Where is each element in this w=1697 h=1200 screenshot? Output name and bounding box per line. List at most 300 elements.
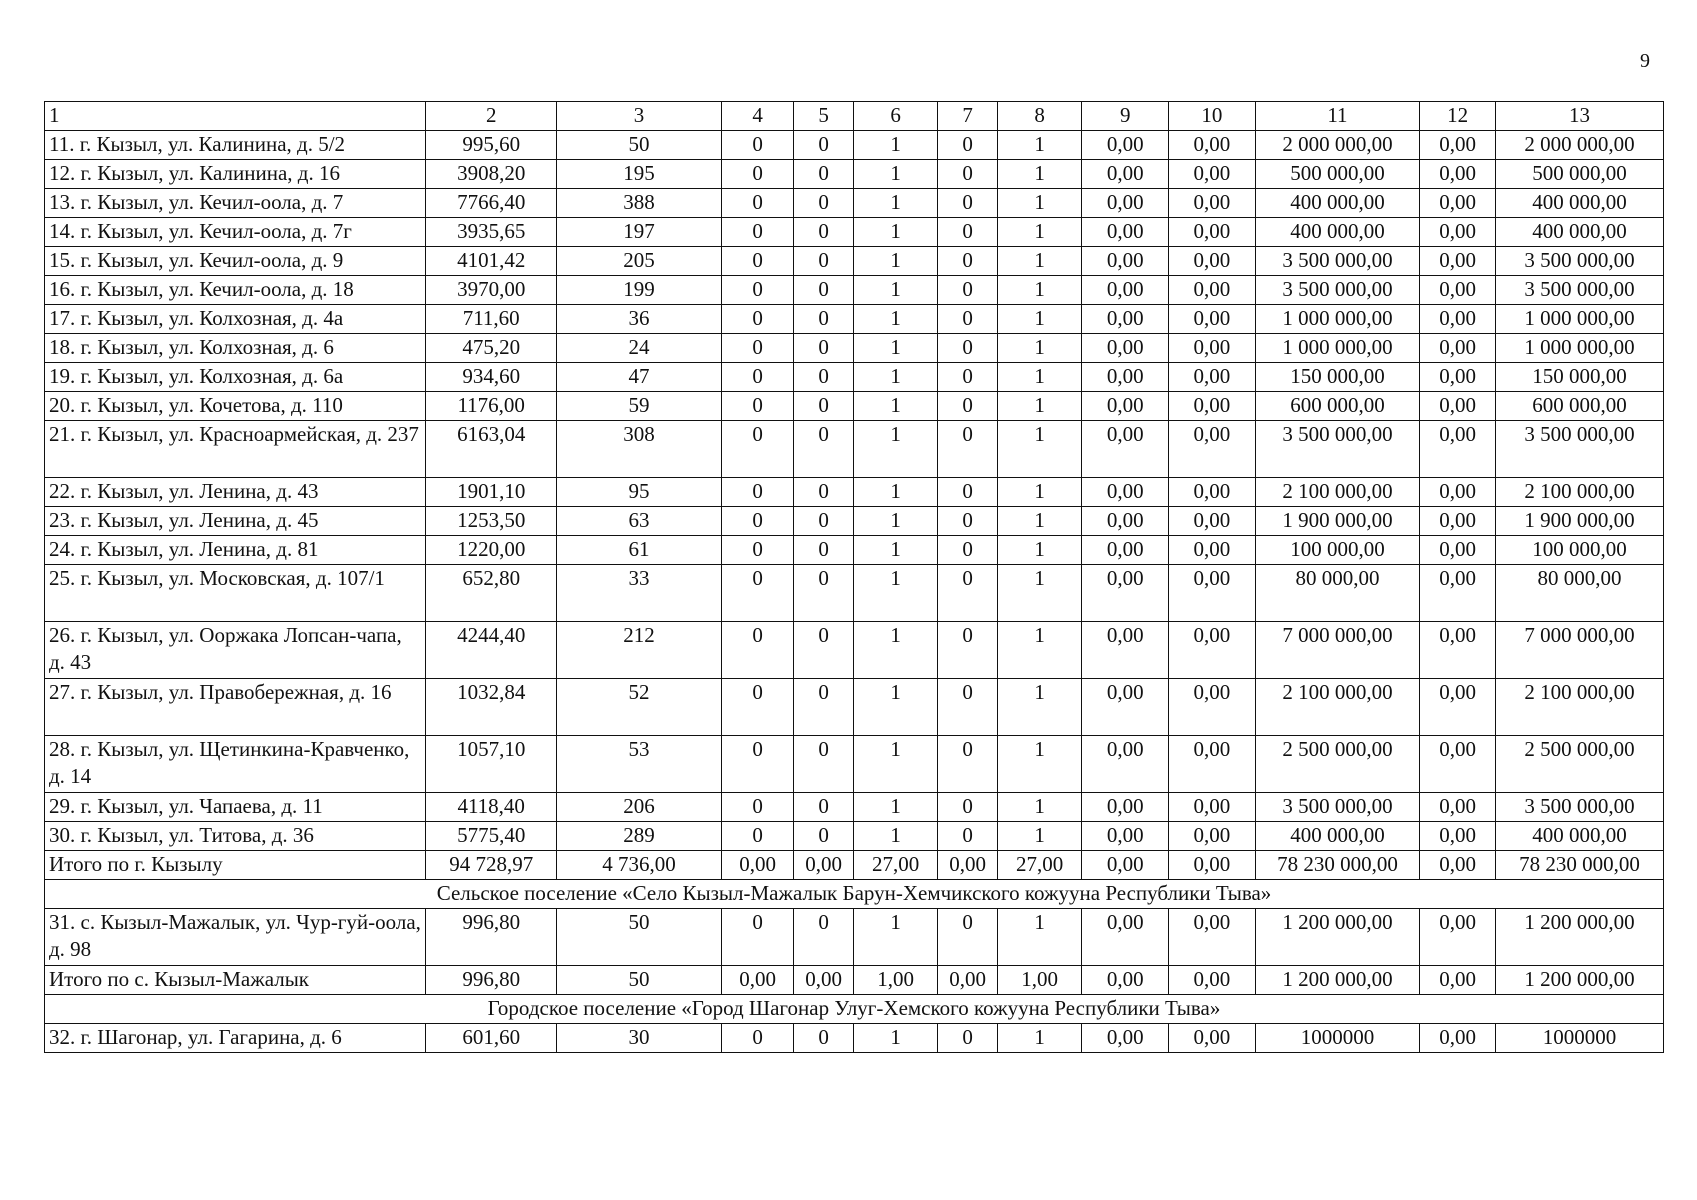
value-cell: 13 <box>1496 102 1664 131</box>
value-cell: 12 <box>1420 102 1496 131</box>
section-title: Сельское поселение «Село Кызыл-Мажалык Барун-Хемчикского кожууна Республики Тыва» <box>45 880 1664 909</box>
value-cell: 0 <box>938 305 998 334</box>
value-cell: 33 <box>557 565 722 622</box>
value-cell: 996,80 <box>426 966 557 995</box>
address-cell: 20. г. Кызыл, ул. Кочетова, д. 110 <box>45 392 426 421</box>
value-cell: 205 <box>557 247 722 276</box>
value-cell: 0,00 <box>1169 334 1256 363</box>
value-cell: 0 <box>938 131 998 160</box>
table-row <box>45 966 1664 995</box>
address-cell: 22. г. Кызыл, ул. Ленина, д. 43 <box>45 478 426 507</box>
value-cell: 0,00 <box>1169 622 1256 679</box>
value-cell: 1 <box>853 822 937 851</box>
value-cell: 1 200 000,00 <box>1255 966 1420 995</box>
value-cell: 3 500 000,00 <box>1496 421 1664 478</box>
value-cell: 0 <box>794 363 854 392</box>
table-row <box>45 478 1664 507</box>
value-cell: 0,00 <box>1420 822 1496 851</box>
value-cell: 8 <box>997 102 1081 131</box>
section-row <box>45 995 1664 1024</box>
value-cell: 0 <box>938 421 998 478</box>
value-cell: 1 <box>853 247 937 276</box>
value-cell: 0,00 <box>1420 851 1496 880</box>
value-cell: 400 000,00 <box>1496 218 1664 247</box>
value-cell: 995,60 <box>426 131 557 160</box>
value-cell: 0,00 <box>1082 565 1169 622</box>
value-cell: 0,00 <box>1420 679 1496 736</box>
value-cell: 0 <box>938 622 998 679</box>
section-row <box>45 880 1664 909</box>
table-row <box>45 392 1664 421</box>
value-cell: 1 000 000,00 <box>1496 305 1664 334</box>
value-cell: 0 <box>794 478 854 507</box>
value-cell: 36 <box>557 305 722 334</box>
value-cell: 0 <box>938 1024 998 1053</box>
value-cell: 1 <box>997 334 1081 363</box>
value-cell: 0 <box>794 218 854 247</box>
value-cell: 400 000,00 <box>1255 189 1420 218</box>
value-cell: 1176,00 <box>426 392 557 421</box>
value-cell: 53 <box>557 736 722 793</box>
table-row <box>45 536 1664 565</box>
value-cell: 3 500 000,00 <box>1496 793 1664 822</box>
value-cell: 0 <box>794 421 854 478</box>
value-cell: 0 <box>794 793 854 822</box>
value-cell: 4244,40 <box>426 622 557 679</box>
value-cell: 0,00 <box>1082 218 1169 247</box>
value-cell: 4 <box>721 102 794 131</box>
value-cell: 0 <box>794 131 854 160</box>
table-row <box>45 218 1664 247</box>
value-cell: 0,00 <box>1420 160 1496 189</box>
value-cell: 80 000,00 <box>1496 565 1664 622</box>
address-cell: 19. г. Кызыл, ул. Колхозная, д. 6а <box>45 363 426 392</box>
value-cell: 0,00 <box>1420 1024 1496 1053</box>
value-cell: 0 <box>938 736 998 793</box>
value-cell: 78 230 000,00 <box>1496 851 1664 880</box>
value-cell: 0,00 <box>938 966 998 995</box>
value-cell: 1 <box>853 793 937 822</box>
value-cell: 5 <box>794 102 854 131</box>
value-cell: 0 <box>721 218 794 247</box>
value-cell: 1 <box>853 536 937 565</box>
value-cell: 95 <box>557 478 722 507</box>
table-row <box>45 507 1664 536</box>
value-cell: 4101,42 <box>426 247 557 276</box>
value-cell: 9 <box>1082 102 1169 131</box>
value-cell: 0,00 <box>1082 822 1169 851</box>
value-cell: 1 <box>997 507 1081 536</box>
value-cell: 150 000,00 <box>1496 363 1664 392</box>
value-cell: 1220,00 <box>426 536 557 565</box>
value-cell: 1 <box>997 160 1081 189</box>
value-cell: 1 <box>853 276 937 305</box>
value-cell: 3 500 000,00 <box>1496 276 1664 305</box>
value-cell: 0,00 <box>794 966 854 995</box>
value-cell: 3 500 000,00 <box>1255 276 1420 305</box>
value-cell: 199 <box>557 276 722 305</box>
address-cell: 14. г. Кызыл, ул. Кечил-оола, д. 7г <box>45 218 426 247</box>
value-cell: 0,00 <box>1082 305 1169 334</box>
value-cell: 0,00 <box>1169 131 1256 160</box>
value-cell: 400 000,00 <box>1255 218 1420 247</box>
value-cell: 1 <box>853 189 937 218</box>
value-cell: 500 000,00 <box>1496 160 1664 189</box>
header-row <box>45 102 1664 131</box>
value-cell: 0 <box>721 909 794 966</box>
value-cell: 0 <box>794 565 854 622</box>
table-row <box>45 131 1664 160</box>
value-cell: 27,00 <box>997 851 1081 880</box>
value-cell: 1 <box>997 363 1081 392</box>
value-cell: 0 <box>721 247 794 276</box>
address-cell: 24. г. Кызыл, ул. Ленина, д. 81 <box>45 536 426 565</box>
value-cell: 0 <box>721 822 794 851</box>
value-cell: 0 <box>721 189 794 218</box>
value-cell: 0,00 <box>721 851 794 880</box>
value-cell: 3 500 000,00 <box>1255 421 1420 478</box>
value-cell: 0,00 <box>1169 160 1256 189</box>
value-cell: 3 500 000,00 <box>1496 247 1664 276</box>
value-cell: 0,00 <box>1082 276 1169 305</box>
value-cell: 50 <box>557 966 722 995</box>
value-cell: 6163,04 <box>426 421 557 478</box>
value-cell: 195 <box>557 160 722 189</box>
address-cell: 11. г. Кызыл, ул. Калинина, д. 5/2 <box>45 131 426 160</box>
data-table <box>44 101 1664 1053</box>
value-cell: 1 <box>997 536 1081 565</box>
value-cell: 0 <box>794 909 854 966</box>
address-cell: 28. г. Кызыл, ул. Щетинкина-Кравченко, д. 14 <box>45 736 426 793</box>
address-cell: 15. г. Кызыл, ул. Кечил-оола, д. 9 <box>45 247 426 276</box>
value-cell: 1 <box>997 421 1081 478</box>
value-cell: 2 100 000,00 <box>1496 679 1664 736</box>
value-cell: 63 <box>557 507 722 536</box>
value-cell: 1 <box>853 160 937 189</box>
value-cell: 0,00 <box>1169 909 1256 966</box>
table-row <box>45 565 1664 622</box>
table-row <box>45 909 1664 966</box>
value-cell: 27,00 <box>853 851 937 880</box>
value-cell: 0,00 <box>1420 421 1496 478</box>
value-cell: 0,00 <box>1169 189 1256 218</box>
value-cell: 0 <box>794 160 854 189</box>
value-cell: 11 <box>1255 102 1420 131</box>
value-cell: 0 <box>721 793 794 822</box>
value-cell: 0 <box>938 218 998 247</box>
value-cell: 400 000,00 <box>1496 822 1664 851</box>
value-cell: 0 <box>721 276 794 305</box>
value-cell: 711,60 <box>426 305 557 334</box>
value-cell: 0,00 <box>794 851 854 880</box>
value-cell: 0 <box>721 565 794 622</box>
value-cell: 1 <box>853 218 937 247</box>
value-cell: 0,00 <box>1082 507 1169 536</box>
value-cell: 3908,20 <box>426 160 557 189</box>
value-cell: 1 <box>853 392 937 421</box>
value-cell: 1 <box>997 189 1081 218</box>
value-cell: 0,00 <box>1082 478 1169 507</box>
value-cell: 1 <box>997 622 1081 679</box>
value-cell: 0,00 <box>1169 478 1256 507</box>
address-cell: 1 <box>45 102 426 131</box>
value-cell: 0,00 <box>1082 851 1169 880</box>
value-cell: 0 <box>794 622 854 679</box>
value-cell: 0,00 <box>1082 421 1169 478</box>
value-cell: 0,00 <box>1082 679 1169 736</box>
value-cell: 0,00 <box>1169 247 1256 276</box>
table-row <box>45 1024 1664 1053</box>
address-cell: 26. г. Кызыл, ул. Ооржака Лопсан-чапа, д. 43 <box>45 622 426 679</box>
address-cell: Итого по с. Кызыл-Мажалык <box>45 966 426 995</box>
value-cell: 0 <box>721 679 794 736</box>
value-cell: 52 <box>557 679 722 736</box>
value-cell: 0,00 <box>1420 189 1496 218</box>
value-cell: 0,00 <box>1420 966 1496 995</box>
value-cell: 1 <box>853 1024 937 1053</box>
value-cell: 0,00 <box>1420 536 1496 565</box>
value-cell: 0 <box>721 507 794 536</box>
value-cell: 3 <box>557 102 722 131</box>
value-cell: 2 500 000,00 <box>1496 736 1664 793</box>
value-cell: 400 000,00 <box>1496 189 1664 218</box>
value-cell: 30 <box>557 1024 722 1053</box>
table-row <box>45 247 1664 276</box>
value-cell: 0,00 <box>1082 536 1169 565</box>
value-cell: 0 <box>794 536 854 565</box>
address-cell: 25. г. Кызыл, ул. Московская, д. 107/1 <box>45 565 426 622</box>
value-cell: 1 <box>997 131 1081 160</box>
value-cell: 400 000,00 <box>1255 822 1420 851</box>
value-cell: 388 <box>557 189 722 218</box>
value-cell: 1057,10 <box>426 736 557 793</box>
value-cell: 0,00 <box>1169 536 1256 565</box>
value-cell: 0,00 <box>1420 334 1496 363</box>
value-cell: 0,00 <box>1169 1024 1256 1053</box>
value-cell: 1 <box>997 247 1081 276</box>
value-cell: 1 <box>853 131 937 160</box>
value-cell: 1 <box>853 478 937 507</box>
value-cell: 0 <box>938 478 998 507</box>
value-cell: 0 <box>938 793 998 822</box>
value-cell: 7766,40 <box>426 189 557 218</box>
value-cell: 0 <box>794 305 854 334</box>
value-cell: 0,00 <box>1420 507 1496 536</box>
table-row <box>45 189 1664 218</box>
value-cell: 1 000 000,00 <box>1255 334 1420 363</box>
value-cell: 0,00 <box>1420 131 1496 160</box>
value-cell: 1 <box>997 909 1081 966</box>
value-cell: 50 <box>557 131 722 160</box>
value-cell: 1 <box>997 565 1081 622</box>
value-cell: 6 <box>853 102 937 131</box>
value-cell: 500 000,00 <box>1255 160 1420 189</box>
value-cell: 3970,00 <box>426 276 557 305</box>
value-cell: 1 <box>997 822 1081 851</box>
value-cell: 934,60 <box>426 363 557 392</box>
value-cell: 0 <box>794 679 854 736</box>
value-cell: 601,60 <box>426 1024 557 1053</box>
value-cell: 3 500 000,00 <box>1255 247 1420 276</box>
value-cell: 1,00 <box>997 966 1081 995</box>
value-cell: 1 200 000,00 <box>1255 909 1420 966</box>
value-cell: 78 230 000,00 <box>1255 851 1420 880</box>
value-cell: 1901,10 <box>426 478 557 507</box>
value-cell: 0,00 <box>1082 189 1169 218</box>
section-title: Городское поселение «Город Шагонар Улуг-Хемского кожууна Республики Тыва» <box>45 995 1664 1024</box>
value-cell: 100 000,00 <box>1496 536 1664 565</box>
value-cell: 0,00 <box>1082 736 1169 793</box>
value-cell: 7 000 000,00 <box>1496 622 1664 679</box>
value-cell: 0 <box>938 909 998 966</box>
value-cell: 0,00 <box>1082 334 1169 363</box>
value-cell: 1 <box>853 334 937 363</box>
value-cell: 150 000,00 <box>1255 363 1420 392</box>
value-cell: 206 <box>557 793 722 822</box>
value-cell: 0 <box>938 822 998 851</box>
value-cell: 0,00 <box>1082 909 1169 966</box>
value-cell: 0,00 <box>1082 247 1169 276</box>
value-cell: 1 000 000,00 <box>1255 305 1420 334</box>
value-cell: 0 <box>938 160 998 189</box>
value-cell: 3 500 000,00 <box>1255 793 1420 822</box>
value-cell: 10 <box>1169 102 1256 131</box>
value-cell: 59 <box>557 392 722 421</box>
value-cell: 7 <box>938 102 998 131</box>
value-cell: 0,00 <box>1082 1024 1169 1053</box>
value-cell: 0 <box>794 507 854 536</box>
value-cell: 1 200 000,00 <box>1496 966 1664 995</box>
value-cell: 0,00 <box>1420 363 1496 392</box>
value-cell: 2 500 000,00 <box>1255 736 1420 793</box>
value-cell: 1253,50 <box>426 507 557 536</box>
value-cell: 1 <box>997 218 1081 247</box>
table-row <box>45 305 1664 334</box>
value-cell: 0 <box>794 1024 854 1053</box>
value-cell: 0,00 <box>1169 793 1256 822</box>
table-row <box>45 679 1664 736</box>
value-cell: 1000000 <box>1255 1024 1420 1053</box>
value-cell: 1 <box>853 736 937 793</box>
value-cell: 212 <box>557 622 722 679</box>
value-cell: 2 <box>426 102 557 131</box>
value-cell: 0,00 <box>1169 218 1256 247</box>
value-cell: 0,00 <box>1420 793 1496 822</box>
value-cell: 0,00 <box>1082 363 1169 392</box>
address-cell: 23. г. Кызыл, ул. Ленина, д. 45 <box>45 507 426 536</box>
value-cell: 0 <box>938 679 998 736</box>
value-cell: 100 000,00 <box>1255 536 1420 565</box>
value-cell: 2 100 000,00 <box>1496 478 1664 507</box>
value-cell: 0 <box>794 736 854 793</box>
value-cell: 0 <box>794 822 854 851</box>
value-cell: 0,00 <box>1169 305 1256 334</box>
table-row <box>45 276 1664 305</box>
value-cell: 1 <box>853 305 937 334</box>
value-cell: 2 000 000,00 <box>1255 131 1420 160</box>
value-cell: 0,00 <box>1420 478 1496 507</box>
value-cell: 0,00 <box>1169 363 1256 392</box>
value-cell: 1 <box>997 679 1081 736</box>
value-cell: 0 <box>938 247 998 276</box>
value-cell: 0 <box>794 276 854 305</box>
value-cell: 5775,40 <box>426 822 557 851</box>
value-cell: 0,00 <box>1082 793 1169 822</box>
address-cell: 27. г. Кызыл, ул. Правобережная, д. 16 <box>45 679 426 736</box>
value-cell: 600 000,00 <box>1496 392 1664 421</box>
value-cell: 0 <box>794 392 854 421</box>
value-cell: 80 000,00 <box>1255 565 1420 622</box>
value-cell: 1 <box>997 793 1081 822</box>
table-row <box>45 736 1664 793</box>
value-cell: 2 100 000,00 <box>1255 679 1420 736</box>
value-cell: 0 <box>721 334 794 363</box>
value-cell: 0 <box>938 565 998 622</box>
value-cell: 197 <box>557 218 722 247</box>
value-cell: 0,00 <box>1169 822 1256 851</box>
table-row <box>45 822 1664 851</box>
value-cell: 50 <box>557 909 722 966</box>
value-cell: 1 <box>853 507 937 536</box>
value-cell: 0,00 <box>1420 392 1496 421</box>
value-cell: 0 <box>721 1024 794 1053</box>
value-cell: 0,00 <box>1169 507 1256 536</box>
value-cell: 61 <box>557 536 722 565</box>
value-cell: 1032,84 <box>426 679 557 736</box>
value-cell: 0,00 <box>1082 966 1169 995</box>
value-cell: 1 <box>853 421 937 478</box>
value-cell: 47 <box>557 363 722 392</box>
value-cell: 308 <box>557 421 722 478</box>
value-cell: 0,00 <box>1082 131 1169 160</box>
value-cell: 1 <box>853 909 937 966</box>
table-row <box>45 793 1664 822</box>
address-cell: 31. с. Кызыл-Мажалык, ул. Чур-гуй-оола, д. 98 <box>45 909 426 966</box>
address-cell: 18. г. Кызыл, ул. Колхозная, д. 6 <box>45 334 426 363</box>
value-cell: 0 <box>721 363 794 392</box>
value-cell: 0,00 <box>1420 909 1496 966</box>
value-cell: 1 900 000,00 <box>1496 507 1664 536</box>
value-cell: 0 <box>721 478 794 507</box>
value-cell: 0 <box>721 536 794 565</box>
value-cell: 0,00 <box>1169 736 1256 793</box>
address-cell: 30. г. Кызыл, ул. Титова, д. 36 <box>45 822 426 851</box>
value-cell: 2 000 000,00 <box>1496 131 1664 160</box>
value-cell: 1 <box>997 392 1081 421</box>
value-cell: 0 <box>721 622 794 679</box>
value-cell: 0,00 <box>1169 392 1256 421</box>
address-cell: 12. г. Кызыл, ул. Калинина, д. 16 <box>45 160 426 189</box>
value-cell: 1 000 000,00 <box>1496 334 1664 363</box>
table-row <box>45 334 1664 363</box>
value-cell: 0 <box>721 421 794 478</box>
table-row <box>45 160 1664 189</box>
table-row <box>45 851 1664 880</box>
value-cell: 0 <box>794 247 854 276</box>
value-cell: 0 <box>794 334 854 363</box>
value-cell: 0,00 <box>1420 305 1496 334</box>
value-cell: 1 <box>997 478 1081 507</box>
value-cell: 996,80 <box>426 909 557 966</box>
value-cell: 1 <box>997 305 1081 334</box>
value-cell: 1 200 000,00 <box>1496 909 1664 966</box>
value-cell: 0 <box>938 507 998 536</box>
value-cell: 0 <box>721 392 794 421</box>
address-cell: 13. г. Кызыл, ул. Кечил-оола, д. 7 <box>45 189 426 218</box>
value-cell: 1,00 <box>853 966 937 995</box>
value-cell: 0 <box>721 160 794 189</box>
value-cell: 1 <box>853 363 937 392</box>
